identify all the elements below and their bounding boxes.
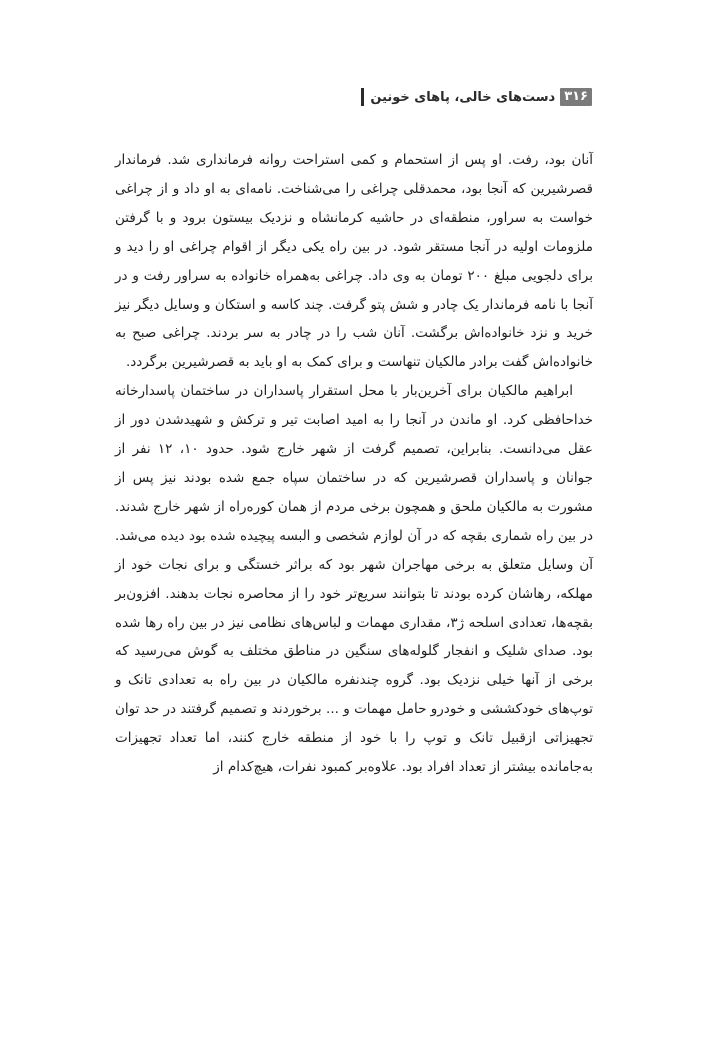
running-title: دست‌های خالی، پاهای خونین	[370, 89, 556, 105]
page-number: ۳۱۶	[560, 88, 592, 106]
header-divider	[361, 88, 364, 106]
paragraph-2: ابراهیم مالکیان برای آخرین‌بار با محل استقرار پاسداران در ساختمان پاسدارخانه خداحافظی کرد. او ماندن در آنجا را به امید اصابت تیر و ترکش و شهیدشدن دور از عقل می‌دانست. بنابراین، تصمیم گرفت از شهر خارج شود. حدود ۱۰، ۱۲ نفر از جوانان و پاسداران قصرشیرین که در ساختمان سپاه جمع شده بودند نیز پس از مشورت به مالکیان ملحق و همچون برخی مردم از همان کوره‌راه از شهر خارج شدند. در بین راه شماری بقچه که در آن لوازم شخصی و البسه پیچیده شده بود دیده می‌شد. آن وسایل متعلق به برخی مهاجران شهر بود که براثر خستگی و برای نجات خود از مهلکه، رهاشان کرده بودند تا بتوانند سریع‌تر خود را از محاصره نجات بدهند. افزون‌بر بقچه‌ها، تعدادی اسلحه ژ۳، مقداری مهمات و لباس‌های نظامی نیز در بین راه رها شده بود. صدای شلیک و انفجار گلوله‌های سنگین در مناطق مختلف به گوش می‌رسید که برخی از آنها خیلی نزدیک بود. گروه چندنفره مالکیان در بین راه به تعدادی تانک و توپ‌های خودکششی و خودرو حامل مهمات و ... برخوردند و تصمیم گرفتند در حد توان تجهیزاتی ازقبیل تانک و توپ را با خود از منطقه خارج کنند، اما تعداد تجهیزات به‌جامانده بیشتر از تعداد افراد بود. علاوه‌بر کمبود نفرات، هیچ‌کدام از	[115, 383, 593, 776]
page-header	[361, 84, 592, 110]
body-text	[115, 146, 593, 782]
paragraph-1: آنان بود، رفت. او پس از استحمام و کمی استراحت روانه فرمانداری شد. فرماندار قصرشیرین که آنجا بود، محمدقلی چراغی را می‌شناخت. نامه‌ای به او داد و از چراغی خواست به سراور، منطقه‌ای در حاشیه کرمانشاه و نزدیک بیستون برود و با گرفتن ملزومات اولیه در آنجا مستقر شود. در بین راه یکی دیگر از اقوام چراغی او را دید و برای دلجویی مبلغ ۲۰۰ تومان به وی داد. چراغی به‌همراه خانواده به سراور رفت و در آنجا با نامه فرماندار یک چادر و شش پتو گرفت. چند کاسه و استکان و وسایل دیگر نیز خرید و نزد خانواده‌اش برگشت. آنان شب را در چادر به سر بردند. چراغی صبح به خانواده‌اش گفت برادر مالکیان تنهاست و برای کمک به او باید به قصرشیرین برگردد.	[115, 152, 593, 371]
